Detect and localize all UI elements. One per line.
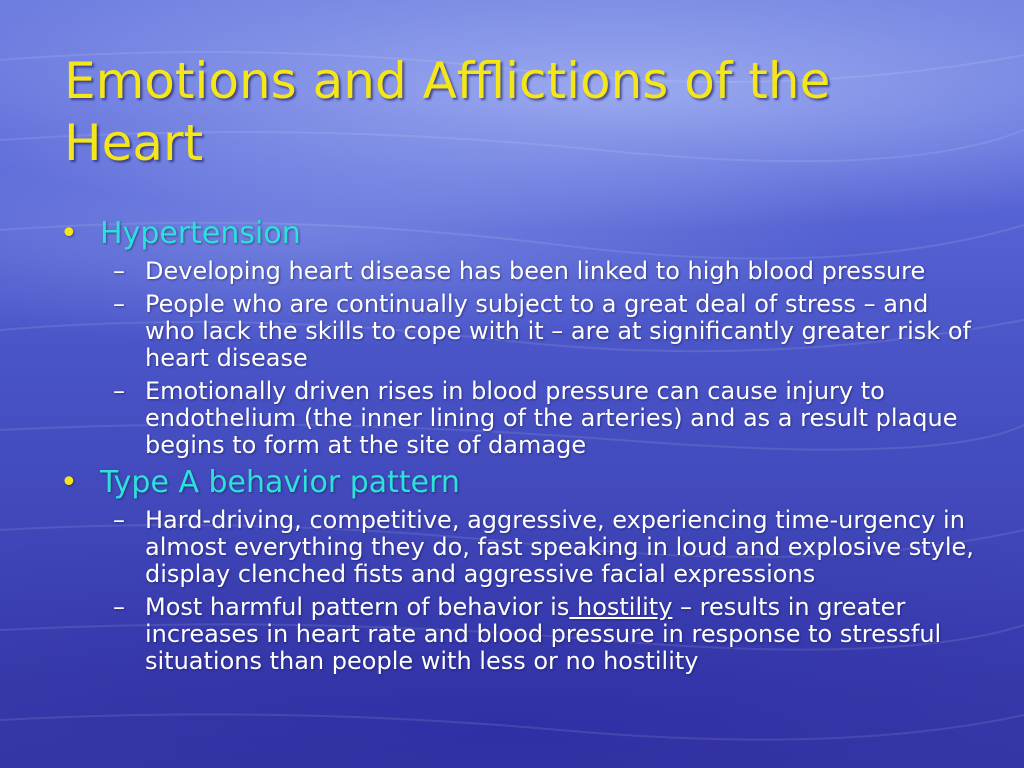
sub-item <box>60 378 980 459</box>
sub-item-text: Developing heart disease has been linked to high blood pressure <box>145 257 926 285</box>
sub-item-text: People who are continually subject to a great deal of stress – and who lack the skills to cope with it – are at significantly greater risk of heart disease <box>145 290 971 372</box>
sub-item <box>60 291 980 372</box>
bullet-hypertension <box>60 216 980 252</box>
sub-item-hostility <box>60 594 980 675</box>
sub-item-text: Emotionally driven rises in blood pressure can cause injury to endothelium (the inner lining of the arteries) and as a result plaque begins to form at the site of damage <box>145 377 958 459</box>
sub-item <box>60 258 980 285</box>
slide-title: Emotions and Afflictions of the Heart <box>64 52 831 172</box>
sub-item-text-before: Most harmful pattern of behavior is <box>145 593 570 621</box>
bullet-dot: • <box>60 216 78 251</box>
slide-content <box>60 214 980 675</box>
sub-item-text: Hard-driving, competitive, aggressive, experiencing time-urgency in almost everything they do, fast speaking in loud and explosive style, display clenched fists and aggressive facial expressions <box>145 506 974 588</box>
sub-dash: – <box>113 290 125 318</box>
sub-dash: – <box>113 593 125 621</box>
sub-dash: – <box>113 377 125 405</box>
hostility-term: hostility <box>569 593 673 621</box>
sub-item <box>60 507 980 588</box>
sub-item-text-after: – results in greater increases in heart rate and blood pressure in response to stressful situations than people with less or no hostility <box>145 593 942 675</box>
sub-dash: – <box>113 506 125 534</box>
bullet-heading: Hypertension <box>100 216 301 251</box>
bullet-dot: • <box>60 465 78 500</box>
sub-dash: – <box>113 257 125 285</box>
bullet-heading: Type A behavior pattern <box>100 465 460 500</box>
bullet-type-a <box>60 465 980 501</box>
